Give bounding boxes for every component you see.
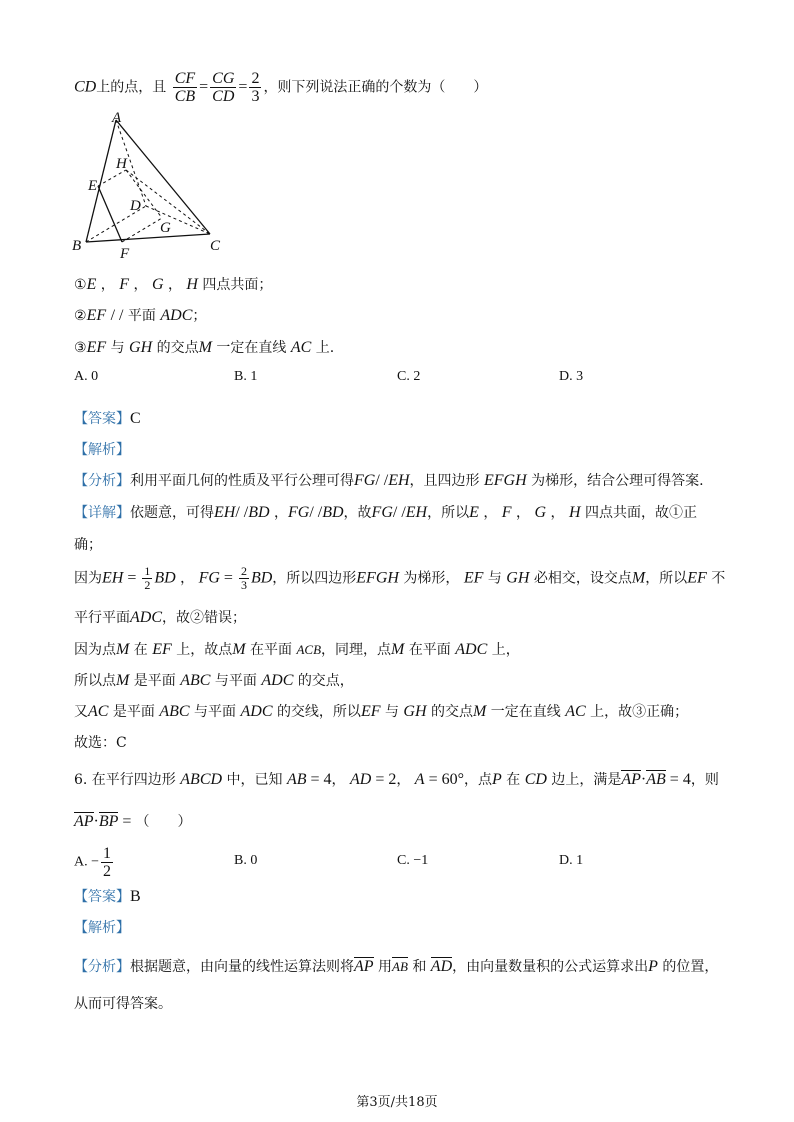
q6-analysis-tag: 【解析】	[74, 920, 130, 936]
q6-fenxi-2: 从而可得答案。	[74, 996, 172, 1012]
edge-bc	[86, 234, 210, 242]
q5-analysis-tag: 【解析】	[74, 442, 130, 458]
q6-stem-2: AP·BP = （ ）	[74, 813, 192, 830]
label-e: E	[88, 178, 98, 194]
fraction-two-thirds: $\frac{2}{3}$	[251, 70, 260, 105]
q6-option-c: C. −1	[397, 853, 429, 868]
q5-xiangjie-2: 确；	[74, 537, 102, 553]
q5-xiangjie-4: 平行平面ADC，故②错误；	[74, 609, 246, 626]
edge-ac	[116, 120, 210, 234]
label-f: F	[120, 246, 130, 258]
q5-xiangjie-1: 【详解】依题意，可得EH/ /BD ，FG/ /BD，故FG/ /EH，所以E ， F ， G ， H 四点共面，故①正	[74, 504, 697, 521]
page-footer: 第3页/共18页	[356, 1095, 438, 1110]
statement-3: ③EF 与 GH 的交点M 一定在直线 AC 上.	[74, 339, 335, 356]
q5-option-c: C. 2	[397, 369, 421, 384]
label-h: H	[116, 156, 127, 172]
q5-xiangjie-3: 因为EH = $\frac{1}{2}$ BD ， FG = $\frac{2}{3}$ BD，所以四边形EFGH 为梯形， EF 与 GH 必相交，设交点M，所以EF 不	[74, 564, 726, 592]
q5-answer: 【答案】C	[74, 410, 141, 427]
label-g: G	[160, 220, 171, 236]
q5-xiangjie-5: 因为点M 在 EF 上，故点M 在平面 ACB，同理，点M 在平面 ADC 上，	[74, 641, 520, 658]
q6-option-a: A. − $\frac{1}{2}$	[74, 845, 112, 880]
tetrahedron-figure	[70, 108, 230, 258]
q5-xiangjie-6: 所以点M 是平面 ABC 与平面 ADC 的交点，	[74, 672, 354, 689]
statement-1: ①E ， F ， G ， H 四点共面；	[74, 276, 273, 293]
label-a: A	[112, 110, 122, 126]
q5-intro-pre: 上的点，且	[96, 79, 167, 96]
label-d: D	[130, 198, 141, 214]
q5-xiangjie-8: 故选：C	[74, 735, 127, 751]
q5-option-d: D. 3	[559, 369, 584, 384]
statement-2: ②EF / / 平面 ADC；	[74, 307, 207, 324]
q5-option-b: B. 1	[234, 369, 258, 384]
q6-answer: 【答案】B	[74, 888, 141, 905]
label-c: C	[210, 238, 221, 254]
q6-option-b: B. 0	[234, 853, 258, 868]
q5-xiangjie-7: 又AC 是平面 ABC 与平面 ADC 的交线，所以EF 与 GH 的交点M 一定在直线 AC 上，故③正确；	[74, 703, 689, 720]
edge-ef	[98, 186, 122, 242]
q5-intro-post: ，则下列说法正确的个数为（ ）	[263, 79, 488, 96]
q6-stem-1: 6. 在平行四边形 ABCD 中，已知 AB = 4， AD = 2， A = 60°，点P 在 CD 边上，满是AP·AB = 4，则	[74, 771, 719, 788]
q5-option-a: A. 0	[74, 369, 99, 384]
fraction-cg-cd: $\frac{CG}{CD}$	[212, 70, 235, 105]
q6-fenxi: 【分析】根据题意，由向量的线性运算法则将AP 用AB 和 AD，由向量数量积的公式运算求出P 的位置，	[74, 958, 719, 975]
fraction-cf-cb: $\frac{CF}{CB}$	[174, 70, 196, 105]
label-b: B	[72, 238, 82, 254]
q5-fenxi: 【分析】利用平面几何的性质及平行公理可得FG/ /EH，且四边形 EFGH 为梯形，结合公理可得答案.	[74, 472, 704, 489]
q5-intro-line: CD上的点，且 $\frac{CF}{CB}$ = $\frac{CG}{CD}$ = $\frac{2}{3}$ ，则下列说法正确的个数为（ ）	[74, 70, 488, 105]
q6-option-d: D. 1	[559, 853, 584, 868]
